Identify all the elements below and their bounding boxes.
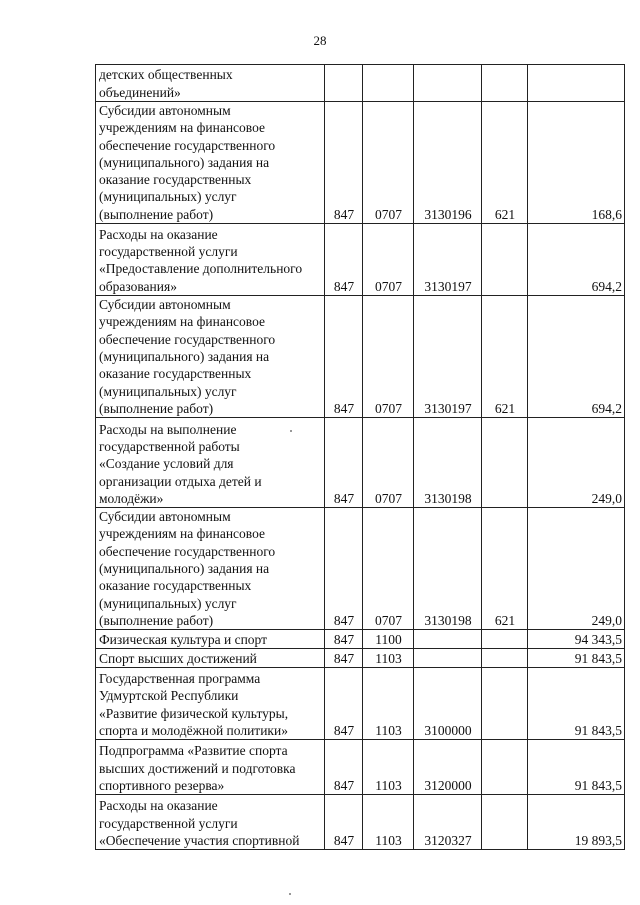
table-row	[96, 795, 625, 850]
row-type	[482, 630, 528, 649]
table-row	[96, 508, 625, 630]
row-article: 3130197	[414, 224, 482, 296]
row-code: 847	[325, 224, 363, 296]
row-article: 3120327	[414, 795, 482, 850]
scan-speck	[289, 893, 291, 895]
page-number: 28	[313, 33, 327, 48]
row-amount: 19 893,5	[528, 795, 625, 850]
row-article	[414, 630, 482, 649]
row-article: 3130197	[414, 296, 482, 418]
row-code	[325, 65, 363, 102]
row-type: 621	[482, 508, 528, 630]
row-amount: 249,0	[528, 508, 625, 630]
row-article: 3130196	[414, 102, 482, 224]
row-section: 0707	[363, 508, 414, 630]
row-code: 847	[325, 508, 363, 630]
table-row	[96, 668, 625, 740]
table-row	[96, 65, 625, 102]
row-amount: 91 843,5	[528, 740, 625, 795]
row-article: 3130198	[414, 418, 482, 508]
row-type	[482, 418, 528, 508]
table-row	[96, 740, 625, 795]
row-type	[482, 740, 528, 795]
row-article	[414, 65, 482, 102]
row-section: 0707	[363, 102, 414, 224]
row-section: 1103	[363, 649, 414, 668]
row-code: 847	[325, 418, 363, 508]
row-amount: 91 843,5	[528, 668, 625, 740]
row-amount: 694,2	[528, 296, 625, 418]
row-name: Субсидии автономным учреждениям на финансовое обеспечение государственного (муниципального) задания на оказание государственных (муниципальных) услуг (выполнение работ)	[96, 296, 325, 418]
row-section: 1100	[363, 630, 414, 649]
row-type	[482, 668, 528, 740]
row-section: 1103	[363, 668, 414, 740]
row-article: 3120000	[414, 740, 482, 795]
row-name: Субсидии автономным учреждениям на финансовое обеспечение государственного (муниципального) задания на оказание государственных (муниципальных) услуг (выполнение работ)	[96, 508, 325, 630]
row-section: 1103	[363, 795, 414, 850]
row-type: 621	[482, 296, 528, 418]
row-article	[414, 649, 482, 668]
row-amount: 91 843,5	[528, 649, 625, 668]
table-row	[96, 296, 625, 418]
row-code: 847	[325, 630, 363, 649]
row-type	[482, 795, 528, 850]
row-amount: 168,6	[528, 102, 625, 224]
budget-table	[95, 64, 625, 850]
row-amount: 249,0	[528, 418, 625, 508]
row-code: 847	[325, 296, 363, 418]
table-row	[96, 224, 625, 296]
table-row	[96, 630, 625, 649]
table-row	[96, 102, 625, 224]
scan-speck	[290, 430, 292, 432]
row-section: 0707	[363, 296, 414, 418]
row-name: Расходы на выполнение государственной работы «Создание условий для организации отдыха детей и молодёжи»	[96, 418, 325, 508]
row-code: 847	[325, 102, 363, 224]
row-section: 1103	[363, 740, 414, 795]
row-name: Спорт высших достижений	[96, 649, 325, 668]
row-name: Расходы на оказание государственной услуги «Обеспечение участия спортивной	[96, 795, 325, 850]
row-name: Государственная программа Удмуртской Республики «Развитие физической культуры, спорта и молодёжной политики»	[96, 668, 325, 740]
row-amount: 694,2	[528, 224, 625, 296]
row-name: детских общественных объединений»	[96, 65, 325, 102]
row-name: Расходы на оказание государственной услуги «Предоставление дополнительного образования»	[96, 224, 325, 296]
row-section	[363, 65, 414, 102]
row-amount	[528, 65, 625, 102]
row-type: 621	[482, 102, 528, 224]
row-article: 3100000	[414, 668, 482, 740]
row-type	[482, 65, 528, 102]
row-article: 3130198	[414, 508, 482, 630]
row-type	[482, 224, 528, 296]
table-row	[96, 649, 625, 668]
row-section: 0707	[363, 224, 414, 296]
row-name: Физическая культура и спорт	[96, 630, 325, 649]
row-amount: 94 343,5	[528, 630, 625, 649]
table-row	[96, 418, 625, 508]
row-name: Подпрограмма «Развитие спорта высших достижений и подготовка спортивного резерва»	[96, 740, 325, 795]
row-code: 847	[325, 649, 363, 668]
row-name: Субсидии автономным учреждениям на финансовое обеспечение государственного (муниципального) задания на оказание государственных (муниципальных) услуг (выполнение работ)	[96, 102, 325, 224]
row-code: 847	[325, 740, 363, 795]
row-code: 847	[325, 668, 363, 740]
row-code: 847	[325, 795, 363, 850]
row-section: 0707	[363, 418, 414, 508]
row-type	[482, 649, 528, 668]
